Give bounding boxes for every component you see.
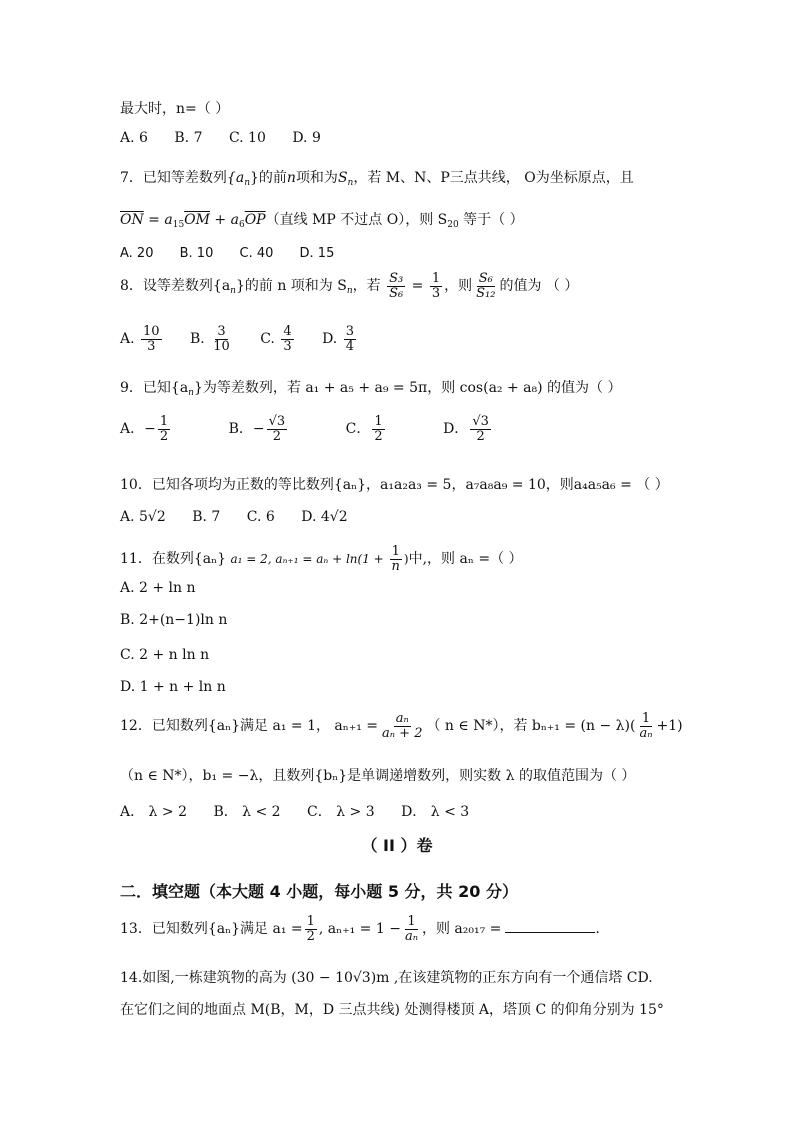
q7-seq: {a — [226, 170, 245, 186]
q12-line2: （n ∈ N*），b₁ = −λ，且数列{bₙ}是单调递增数列，则实数 λ 的取值范围为（ ） — [120, 768, 636, 784]
q13-line — [120, 915, 600, 943]
q11-cond-end: ) — [403, 552, 409, 567]
q8-text4: ，则 — [444, 278, 473, 295]
q9-option-c: C． $\frac{1}{2}$ — [345, 414, 383, 444]
q12-fraction-1: $\frac{\text{aₙ}}{\text{aₙ + 2}}$ — [382, 711, 423, 741]
q8-text5: 的值为 （ ） — [499, 278, 579, 295]
q9-option-a: A．− $\frac{1}{2}$ — [120, 414, 169, 444]
vector-op: $\overline{OP}$ — [244, 212, 266, 228]
q8-fraction-1: $\frac{\text{S₃}}{\text{S₆}}$ — [389, 271, 404, 301]
q7-text6: 等于（ ） — [458, 212, 524, 228]
q8-fraction-3: $\frac{\text{S₆}}{\text{S₁₂}}$ — [476, 271, 496, 301]
q6-options — [120, 130, 343, 146]
q7-text3: 项和为 — [295, 170, 338, 186]
q7-n: n — [286, 170, 296, 186]
q8-text: 8．设等差数列{a — [120, 278, 231, 295]
q7-options — [120, 246, 356, 261]
q9-option-d: D． $\frac{√3}{2}$ — [443, 414, 489, 444]
q7-text2: }的前 — [249, 170, 287, 186]
q8-option-a: A. $\frac{10}{3}$ — [120, 324, 160, 354]
section-title: 二．填空题（本大题 4 小题，每小题 5 分，共 20 分） — [120, 882, 518, 901]
q7-sn: S — [337, 170, 348, 186]
q12-text2: （ n ∈ N*），若 bₙ₊₁ = (n − λ)( — [426, 718, 636, 735]
q13-fraction-2: $\frac{1}{\text{aₙ}}$ — [404, 914, 418, 944]
q8-line: 8．设等差数列$\{a_n\}$的前 n 项和为 $S_n$，若 $\frac{\text{S₃}}{\text{S₆}}$ = $\frac{1}{3}$ ，则 $\frac{\text{S₆}}{\text{S₁₂}}$ 的值为 （ ） — [120, 271, 579, 301]
q12-fraction-2: $\frac{1}{\text{aₙ}}$ — [639, 711, 653, 741]
q9-text: 9．已知{a — [120, 380, 189, 396]
q10-option-d: D. 4√2 — [301, 509, 348, 525]
q12-option-a: A． λ > 2 — [120, 804, 187, 820]
q11-line — [120, 545, 523, 573]
q8-options — [120, 325, 380, 353]
q11-condition: a₁ = 2, aₙ₊₁ = aₙ + ln(1 + — [230, 552, 388, 567]
q13-fraction-1: $\frac{1}{2}$ — [306, 914, 315, 944]
q10-line: 10．已知各项均为正数的等比数列{aₙ}，a₁a₂a₃ = 5，a₇a₈a₉ = 10，则a₄a₅a₆ = （ ） — [120, 477, 669, 493]
q6-option-d: D. 9 — [292, 130, 321, 146]
q8-fraction-2: $\frac{1}{3}$ — [431, 271, 441, 301]
q12-text: 12．已知数列{aₙ}满足 a₁ = 1， aₙ₊₁ = — [120, 718, 379, 735]
q12-option-b: B． λ < 2 — [213, 804, 281, 820]
q10-option-c: C. 6 — [246, 509, 275, 525]
q12-option-c: C． λ > 3 — [307, 804, 375, 820]
q11-text: 11．在数列{aₙ} — [120, 551, 227, 568]
q7-text4: ，若 M、N、P三点共线， O为坐标原点，且 — [353, 170, 634, 186]
q7-option-a: A. 20 — [120, 246, 154, 261]
q7-sub15: 15 — [172, 220, 185, 230]
q11-option-a: A. 2 + ln n — [120, 580, 196, 596]
vector-on: $\overline{ON}$ — [120, 212, 144, 228]
q12-line1 — [120, 712, 683, 740]
q8-option-b: B. $\frac{3}{10}$ — [190, 324, 230, 354]
q7-sub20: 20 — [447, 220, 459, 230]
q8-text3: ，若 — [352, 278, 381, 295]
q13-text: 13．已知数列{aₙ}满足 a₁ = — [120, 921, 303, 938]
vector-om: $\overline{OM}$ — [184, 212, 210, 228]
q8-option-c: C. $\frac{4}{3}$ — [260, 324, 292, 354]
q7-line1: 7．已知等差数列$\{a_n\}$的前n项和为$S_n$，若 M、N、P三点共线， O为坐标原点，且 — [120, 170, 634, 188]
q7-plus: + a — [209, 212, 239, 228]
q9-option-b: B．− $\frac{√3}{2}$ — [228, 414, 286, 444]
q13-text3: ，则 a₂₀₁₇ = — [421, 921, 502, 938]
q7-line2 — [120, 209, 524, 230]
q8-option-d: D. $\frac{3}{4}$ — [322, 324, 354, 354]
q11-text2: 中,，则 aₙ =（ ） — [408, 551, 523, 568]
q13-text2: , aₙ₊₁ = 1 − — [318, 921, 401, 938]
q8-text2: }的前 n 项和为 S — [235, 278, 347, 295]
q9-line: 9．已知$\{a_n\}$为等差数列，若 a₁ + a₅ + a₉ = 5π，则 cos(a₂ + a₈) 的值为（ ） — [120, 380, 622, 398]
q14-line2: 在它们之间的地面点 M(B，M，D 三点共线) 处测得楼顶 A，塔顶 C 的仰角分别为 15° — [120, 1002, 664, 1018]
q6-option-b: B. 7 — [174, 130, 203, 146]
part-title: （ II ）卷 — [361, 836, 433, 855]
q11-option-b: B. 2+(n−1)ln n — [120, 612, 228, 628]
q10-options — [120, 509, 370, 525]
q7-option-d: D. 15 — [299, 246, 335, 261]
q6-option-c: C. 10 — [228, 130, 266, 146]
q7-sub6: 6 — [238, 220, 245, 230]
q10-option-b: B. 7 — [192, 509, 221, 525]
q11-fraction: $\frac{1}{n}$ — [391, 544, 400, 574]
q7-text5: （直线 MP 不过点 O），则 S — [265, 212, 448, 228]
q6-option-a: A. 6 — [120, 130, 148, 146]
q13-end: . — [595, 921, 600, 938]
q7-option-c: C. 40 — [239, 246, 274, 261]
q11-option-c: C. 2 + n ln n — [120, 647, 210, 663]
q7-option-b: B. 10 — [179, 246, 214, 261]
q7-eq: = a — [143, 212, 173, 228]
q9-options — [120, 415, 515, 443]
q9-text2: }为等差数列，若 a₁ + a₅ + a₉ = 5π，则 cos(a₂ + a₈) 的值为（ ） — [193, 380, 622, 396]
q12-text3: +1) — [656, 718, 683, 735]
q12-option-d: D． λ < 3 — [401, 804, 470, 820]
q7-text: 7．已知等差数列 — [120, 170, 227, 186]
q8-eq: = — [407, 278, 428, 295]
q14-line1: 14.如图,一栋建筑物的高为 (30 − 10√3)m ,在该建筑物的正东方向有一个通信塔 CD. — [120, 970, 653, 986]
q11-option-d: D. 1 + n + ln n — [120, 679, 226, 695]
answer-blank[interactable] — [505, 932, 595, 933]
q6-tail: 最大时，n=（ ） — [120, 101, 230, 117]
q10-option-a: A. 5√2 — [120, 509, 166, 525]
q12-options — [120, 801, 491, 821]
